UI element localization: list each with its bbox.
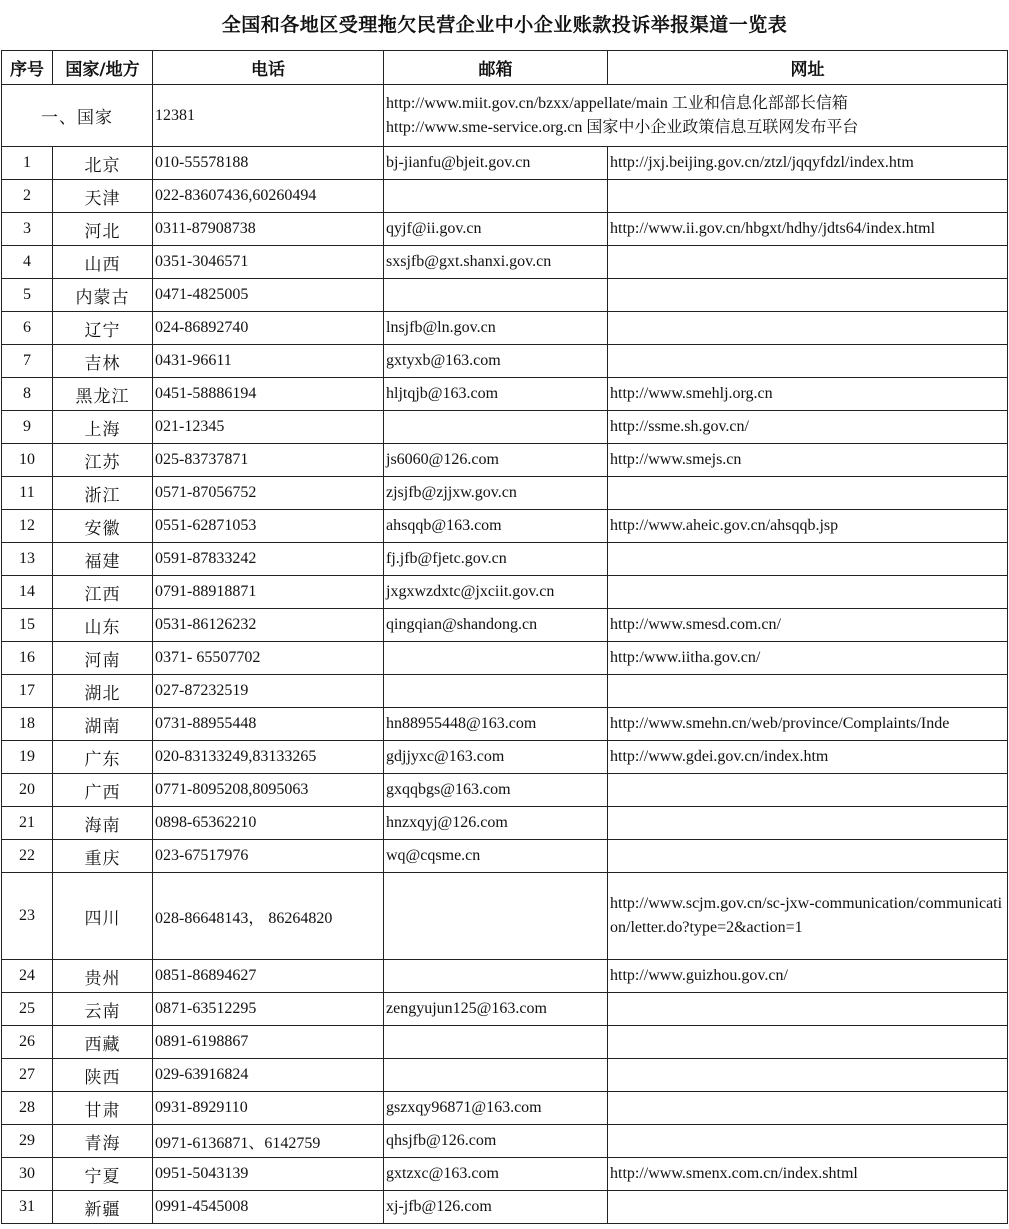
row-phone: 0571-87056752 — [153, 477, 384, 510]
row-email — [384, 279, 608, 312]
row-index: 8 — [2, 378, 53, 411]
table-row — [2, 312, 1008, 345]
row-email[interactable]: hnzxqyj@126.com — [384, 807, 608, 840]
row-phone: 020-83133249,83133265 — [153, 741, 384, 774]
table-row — [2, 1092, 1008, 1125]
page-title: 全国和各地区受理拖欠民营企业中小企业账款投诉举报渠道一览表 — [221, 14, 788, 36]
row-email — [384, 1059, 608, 1092]
row-index: 1 — [2, 147, 53, 180]
channel-table — [1, 50, 1008, 1224]
row-website — [608, 576, 1008, 609]
table-row — [2, 180, 1008, 213]
row-index: 2 — [2, 180, 53, 213]
row-website — [608, 675, 1008, 708]
row-phone: 0891-6198867 — [153, 1026, 384, 1059]
row-website[interactable]: http://www.guizhou.gov.cn/ — [608, 960, 1008, 993]
row-email[interactable]: hljtqjb@163.com — [384, 378, 608, 411]
row-region: 辽宁 — [53, 312, 153, 345]
row-phone: 021-12345 — [153, 411, 384, 444]
table-row — [2, 510, 1008, 543]
table-row — [2, 345, 1008, 378]
row-phone: 0971-6136871、6142759 — [153, 1125, 384, 1158]
row-email[interactable]: sxsjfb@gxt.shanxi.gov.cn — [384, 246, 608, 279]
row-phone: 0851-86894627 — [153, 960, 384, 993]
table-row — [2, 960, 1008, 993]
row-index: 11 — [2, 477, 53, 510]
row-index: 12 — [2, 510, 53, 543]
row-index: 19 — [2, 741, 53, 774]
row-region: 西藏 — [53, 1026, 153, 1059]
row-email — [384, 1026, 608, 1059]
row-email[interactable]: qyjf@ii.gov.cn — [384, 213, 608, 246]
table-row — [2, 444, 1008, 477]
national-phone: 12381 — [153, 85, 384, 147]
table-row — [2, 378, 1008, 411]
row-phone: 0951-5043139 — [153, 1158, 384, 1191]
national-row — [2, 85, 1008, 147]
row-index: 22 — [2, 840, 53, 873]
row-email[interactable]: ahsqqb@163.com — [384, 510, 608, 543]
table-row — [2, 1191, 1008, 1224]
row-website — [608, 1125, 1008, 1158]
row-phone: 027-87232519 — [153, 675, 384, 708]
row-region: 青海 — [53, 1125, 153, 1158]
row-region: 福建 — [53, 543, 153, 576]
row-region: 新疆 — [53, 1191, 153, 1224]
row-website[interactable]: http:/www.iitha.gov.cn/ — [608, 642, 1008, 675]
row-region: 北京 — [53, 147, 153, 180]
header-email: 邮箱 — [384, 51, 608, 85]
table-row — [2, 708, 1008, 741]
row-index: 23 — [2, 873, 53, 960]
row-website[interactable]: http://www.smehn.cn/web/province/Complaints/Inde — [608, 708, 1008, 741]
row-website — [608, 840, 1008, 873]
row-region: 海南 — [53, 807, 153, 840]
row-region: 黑龙江 — [53, 378, 153, 411]
row-index: 28 — [2, 1092, 53, 1125]
row-website — [608, 279, 1008, 312]
row-region: 山东 — [53, 609, 153, 642]
row-index: 27 — [2, 1059, 53, 1092]
row-website[interactable]: http://www.smehlj.org.cn — [608, 378, 1008, 411]
national-links — [384, 85, 1008, 147]
row-index: 9 — [2, 411, 53, 444]
row-website — [608, 543, 1008, 576]
row-email[interactable]: gdjjyxc@163.com — [384, 741, 608, 774]
row-phone: 0731-88955448 — [153, 708, 384, 741]
header-website: 网址 — [608, 51, 1008, 85]
row-website — [608, 807, 1008, 840]
row-index: 24 — [2, 960, 53, 993]
row-region: 安徽 — [53, 510, 153, 543]
row-region: 重庆 — [53, 840, 153, 873]
row-email — [384, 642, 608, 675]
row-phone: 0431-96611 — [153, 345, 384, 378]
row-phone: 028-86648143， 86264820 — [153, 873, 384, 960]
row-email — [384, 675, 608, 708]
header-index: 序号 — [2, 51, 53, 85]
table-row — [2, 246, 1008, 279]
row-phone: 010-55578188 — [153, 147, 384, 180]
row-website[interactable]: http://www.aheic.gov.cn/ahsqqb.jsp — [608, 510, 1008, 543]
row-email[interactable]: wq@cqsme.cn — [384, 840, 608, 873]
header-phone: 电话 — [153, 51, 384, 85]
row-email[interactable]: js6060@126.com — [384, 444, 608, 477]
table-row — [2, 1026, 1008, 1059]
row-phone: 0991-4545008 — [153, 1191, 384, 1224]
table-row — [2, 642, 1008, 675]
row-index: 29 — [2, 1125, 53, 1158]
row-region: 湖南 — [53, 708, 153, 741]
table-row — [2, 741, 1008, 774]
table-row — [2, 543, 1008, 576]
row-phone: 0591-87833242 — [153, 543, 384, 576]
row-phone: 0371- 65507702 — [153, 642, 384, 675]
row-phone: 0931-8929110 — [153, 1092, 384, 1125]
row-phone: 0451-58886194 — [153, 378, 384, 411]
table-row — [2, 213, 1008, 246]
row-phone: 0531-86126232 — [153, 609, 384, 642]
row-website[interactable]: http://www.smejs.cn — [608, 444, 1008, 477]
table-row — [2, 477, 1008, 510]
table-header-row — [2, 51, 1008, 85]
table-row — [2, 873, 1008, 960]
national-label: 一、国家 — [2, 85, 153, 147]
row-email — [384, 411, 608, 444]
table-row — [2, 576, 1008, 609]
row-email[interactable]: bj-jianfu@bjeit.gov.cn — [384, 147, 608, 180]
row-index: 4 — [2, 246, 53, 279]
row-region: 湖北 — [53, 675, 153, 708]
row-index: 31 — [2, 1191, 53, 1224]
row-index: 10 — [2, 444, 53, 477]
row-index: 26 — [2, 1026, 53, 1059]
row-website — [608, 1026, 1008, 1059]
row-website[interactable]: http://jxj.beijing.gov.cn/ztzl/jqqyfdzl/index.htm — [608, 147, 1008, 180]
row-email[interactable]: qingqian@shandong.cn — [384, 609, 608, 642]
header-region: 国家/地方 — [53, 51, 153, 85]
table-row — [2, 411, 1008, 444]
row-website — [608, 1191, 1008, 1224]
row-region: 内蒙古 — [53, 279, 153, 312]
row-index: 6 — [2, 312, 53, 345]
row-phone: 0311-87908738 — [153, 213, 384, 246]
row-phone: 0898-65362210 — [153, 807, 384, 840]
row-email[interactable]: fj.jfb@fjetc.gov.cn — [384, 543, 608, 576]
row-email — [384, 960, 608, 993]
row-phone: 029-63916824 — [153, 1059, 384, 1092]
row-region: 吉林 — [53, 345, 153, 378]
row-region: 广西 — [53, 774, 153, 807]
row-website — [608, 1059, 1008, 1092]
row-website — [608, 1092, 1008, 1125]
row-email[interactable]: zengyujun125@163.com — [384, 993, 608, 1026]
row-phone: 0471-4825005 — [153, 279, 384, 312]
row-index: 16 — [2, 642, 53, 675]
row-region: 山西 — [53, 246, 153, 279]
table-row — [2, 675, 1008, 708]
national-link-miit[interactable]: http://www.miit.gov.cn/bzxx/appellate/main 工业和信息化部部长信箱 — [386, 94, 848, 112]
row-index: 25 — [2, 993, 53, 1026]
row-website — [608, 246, 1008, 279]
row-phone: 024-86892740 — [153, 312, 384, 345]
national-link-sme-service[interactable]: http://www.sme-service.org.cn 国家中小企业政策信息互联网发布平台 — [386, 118, 859, 136]
row-email[interactable]: zjsjfb@zjjxw.gov.cn — [384, 477, 608, 510]
row-region: 上海 — [53, 411, 153, 444]
row-region: 四川 — [53, 873, 153, 960]
row-region: 陕西 — [53, 1059, 153, 1092]
row-index: 18 — [2, 708, 53, 741]
row-website — [608, 180, 1008, 213]
row-email[interactable]: lnsjfb@ln.gov.cn — [384, 312, 608, 345]
row-phone: 025-83737871 — [153, 444, 384, 477]
row-website — [608, 993, 1008, 1026]
row-index: 7 — [2, 345, 53, 378]
row-email[interactable]: gxtzxc@163.com — [384, 1158, 608, 1191]
row-index: 13 — [2, 543, 53, 576]
row-website[interactable]: http://www.ii.gov.cn/hbgxt/hdhy/jdts64/index.html — [608, 213, 1008, 246]
row-website — [608, 312, 1008, 345]
row-email[interactable]: hn88955448@163.com — [384, 708, 608, 741]
row-website[interactable]: http://www.gdei.gov.cn/index.htm — [608, 741, 1008, 774]
row-region: 云南 — [53, 993, 153, 1026]
row-phone: 023-67517976 — [153, 840, 384, 873]
row-region: 天津 — [53, 180, 153, 213]
row-region: 江西 — [53, 576, 153, 609]
row-region: 贵州 — [53, 960, 153, 993]
row-phone: 0551-62871053 — [153, 510, 384, 543]
table-row — [2, 1059, 1008, 1092]
row-email — [384, 873, 608, 960]
row-phone: 0351-3046571 — [153, 246, 384, 279]
row-index: 21 — [2, 807, 53, 840]
row-region: 河南 — [53, 642, 153, 675]
table-row — [2, 609, 1008, 642]
row-email[interactable]: jxgxwzdxtc@jxciit.gov.cn — [384, 576, 608, 609]
row-region: 河北 — [53, 213, 153, 246]
row-region: 浙江 — [53, 477, 153, 510]
table-row — [2, 774, 1008, 807]
row-region: 宁夏 — [53, 1158, 153, 1191]
row-website[interactable]: http://www.scjm.gov.cn/sc-jxw-communication/communication/letter.do?type=2&action=1 — [608, 873, 1008, 960]
row-email — [384, 180, 608, 213]
table-row — [2, 147, 1008, 180]
row-website[interactable]: http://ssme.sh.gov.cn/ — [608, 411, 1008, 444]
row-website[interactable]: http://www.smenx.com.cn/index.shtml — [608, 1158, 1008, 1191]
row-index: 5 — [2, 279, 53, 312]
row-phone: 0791-88918871 — [153, 576, 384, 609]
row-email[interactable]: qhsjfb@126.com — [384, 1125, 608, 1158]
table-row — [2, 1125, 1008, 1158]
row-index: 30 — [2, 1158, 53, 1191]
row-email[interactable]: gxtyxb@163.com — [384, 345, 608, 378]
row-phone: 0771-8095208,8095063 — [153, 774, 384, 807]
row-email[interactable]: gxqqbgs@163.com — [384, 774, 608, 807]
row-website[interactable]: http://www.smesd.com.cn/ — [608, 609, 1008, 642]
row-region: 甘肃 — [53, 1092, 153, 1125]
row-index: 15 — [2, 609, 53, 642]
table-row — [2, 993, 1008, 1026]
row-website — [608, 477, 1008, 510]
row-index: 20 — [2, 774, 53, 807]
row-phone: 022-83607436,60260494 — [153, 180, 384, 213]
table-row — [2, 807, 1008, 840]
row-region: 江苏 — [53, 444, 153, 477]
table-row — [2, 840, 1008, 873]
table-row — [2, 1158, 1008, 1191]
row-region: 广东 — [53, 741, 153, 774]
row-index: 14 — [2, 576, 53, 609]
table-row — [2, 279, 1008, 312]
row-email[interactable]: xj-jfb@126.com — [384, 1191, 608, 1224]
row-phone: 0871-63512295 — [153, 993, 384, 1026]
row-index: 17 — [2, 675, 53, 708]
row-index: 3 — [2, 213, 53, 246]
row-website — [608, 345, 1008, 378]
row-website — [608, 774, 1008, 807]
row-email[interactable]: gszxqy96871@163.com — [384, 1092, 608, 1125]
